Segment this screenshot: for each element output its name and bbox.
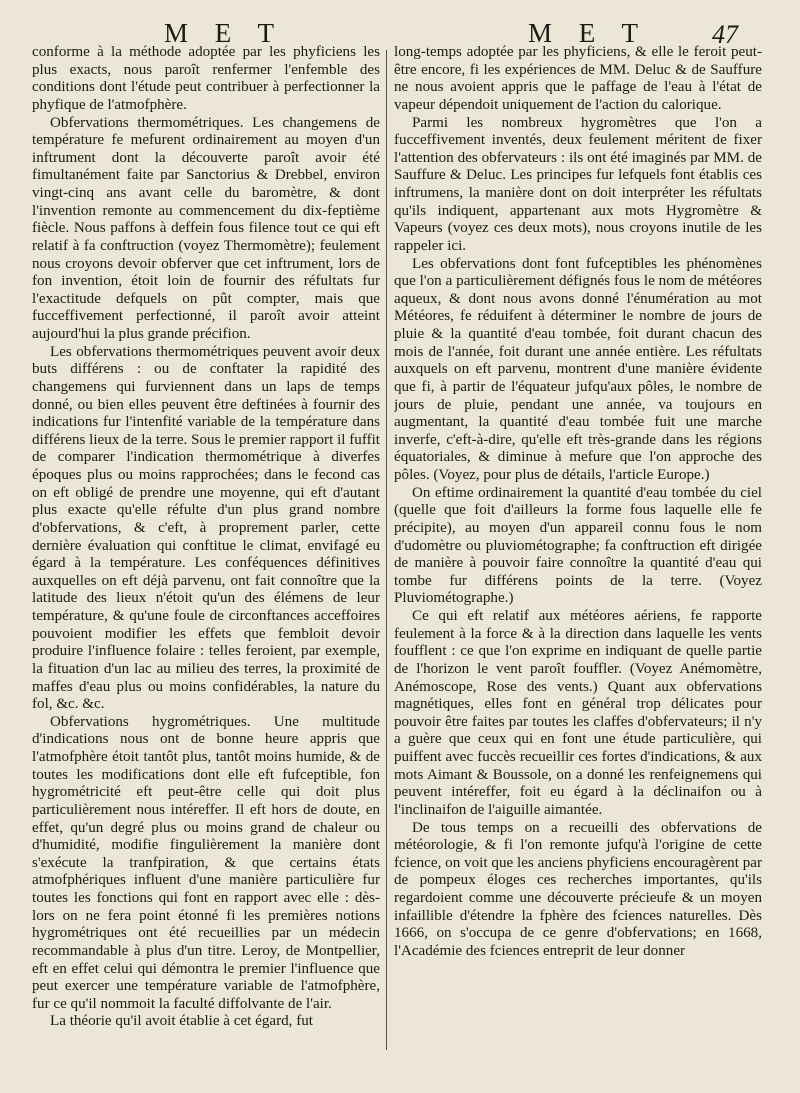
- paragraph: long-temps adoptée par les phyficiens, & elle le feroit peut-être encore, fi les expériences de MM. Deluc & de Sauffure ne nous avoient appris que le paffage de l'eau à l'état de vapeur dépendoit uniquement de l'action du calorique.: [394, 44, 762, 113]
- paragraph: On eftime ordinairement la quantité d'eau tombée du ciel (quelle que foit d'ailleurs la forme fous laquelle elle fe précipite), au moyen d'un appareil connu fous le nom d'udomètre ou pluviométographe; fa conftruction eft dirigée de manière à pouvoir faire connoître la quantité d'eau qui tombe fur différens points de la terre. (Voyez Pluviométographe.): [394, 484, 762, 607]
- paragraph: Parmi les nombreux hygromètres que l'on a fucceffivement inventés, deux feulement méritent de fixer l'attention des obfervateurs : ils ont été imaginés par MM. de Sauffure & Deluc. Les principes fur lefquels font établis ces inftrumens, la manière dont on doit interpréter les réfultats qu'ils indiquent, appartenant aux mots Hygromètre & Vapeurs (voyez ces deux mots), nous croyons inutile de les rappeler ici.: [394, 114, 762, 254]
- paragraph: Ce qui eft relatif aux météores aériens, fe rapporte feulement à la force & à la direction dans laquelle les vents foufflent : ce que l'on exprime en indiquant de quelle partie de l'horizon le vent paroît fouffler. (Voyez Anémomètre, Anémoscope, Rose des vents.) Quant aux obfervations magnétiques, elles font en général trop délicates pour pouvoir être faites par toutes les claffes d'obfervateurs; il n'y a guère que ceux qui en font une étude particulière, qui puiffent avec fuccès recueillir ces fortes d'indications, & aux mots Aimant & Boussole, on a donné les renfeignemens qui peuvent intéreffer, foit eu égard à la déclinaifon ou à l'inclinaifon de l'aiguille aimantée.: [394, 608, 762, 818]
- left-column: [32, 44, 380, 1084]
- column-divider: [386, 50, 387, 1050]
- paragraph: Obfervations hygrométriques. Une multitude d'indications nous ont de bonne heure appris que l'atmofphère étoit tantôt plus, tantôt moins humide, & de toutes les modifications dont elle eft fufceptible, fon hygrométricité eft peut-être celle qui doit plus particulièrement nous intéreffer. Il eft hors de doute, en effet, qu'un degré plus ou moins grand de chaleur ou d'humidité, modifie fingulièrement la manière dont s'exécute la tranfpiration, & que certains états atmofphériques influent d'une manière particulière fur toutes les fonctions qui font en rapport avec elle : dès-lors on ne fera point étonné fi les premières notions hygrométriques ont été recueillies par un médecin recommandable à plus d'un titre. Leroy, de Montpellier, eft en effet celui qui démontra le premier l'influence que peut exercer une température variable de l'atmofphère, fur ce qu'il nommoit la faculté diffolvante de l'air.: [32, 713, 380, 1012]
- page-number: 47: [712, 20, 738, 49]
- paragraph: De tous temps on a recueilli des obfervations de météorologie, & fi l'on remonte jufqu'à l'origine de cette fcience, on voit que les anciens phyficiens encouragèrent par de pompeux éloges ces recherches importantes, qu'ils regardoient comme une découverte précieufe & un moyen infaillible d'étendre la fphère des fciences naturelles. Dès 1666, on s'occupa de ce genre d'obfervations; en 1668, l'Académie des fciences entreprit de leur donner: [394, 819, 762, 959]
- paragraph: Les obfervations dont font fufceptibles les phénomènes que l'on a particulièrement défignés fous le nom de météores aqueux, & dont nous avons donné l'énumération au mot Météores, fe réduifent à déterminer le nombre de jours de pluie & la quantité d'eau tombée, foit durant chacun des mois de l'année, foit durant une année entière. Les réfultats auxquels on eft parvenu, montrent d'une manière évidente que fi, à partir de l'équateur jufqu'aux pôles, le nombre de jours de pluie, pendant une année, va toujours en augmentant, la quantité d'eau tombée fuit une marche inverfe, c'eft-à-dire, qu'elle eft très-grande dans les régions équatoriales, & diminue à mefure que l'on approche des pôles. (Voyez, pour plus de détails, l'article Europe.): [394, 255, 762, 483]
- paragraph: Obfervations thermométriques. Les changemens de température fe mefurent ordinairement au moyen d'un inftrument dont la découverte paroît avoir été fimultanément faite par Sanctorius & Drebbel, environ vingt-cinq ans avant celle du baromètre, & dont l'invention remonte au commencement du dix-feptième fiècle. Nous paffons à deffein fous filence tout ce qui eft relatif à fa conftruction (voyez Thermomètre); feulement nous croyons devoir obferver que cet inftrument, lors de fon invention, étoit loin de fournir des réfultats fur l'exactitude defquels on pût compter, mais que fucceffivement perfectionné, il paroît avoir atteint aujourd'hui la plus grande précifion.: [32, 114, 380, 342]
- right-column: [394, 44, 762, 1084]
- paragraph: La théorie qu'il avoit établie à cet égard, fut: [50, 1013, 313, 1030]
- header-left-word: M E T: [164, 18, 285, 48]
- paragraph: Les obfervations thermométriques peuvent avoir deux buts différens : ou de conftater la rapidité des changemens qui furviennent dans un laps de temps donné, ou bien elles peuvent être deftinées à fournir des indications fur l'intenfité variable de la température dans différens lieux de la terre. Sous le premier rapport il fuffit de comparer l'indication thermométrique à diverfes époques plus ou moins rapprochées; dans le fecond cas on eft obligé de prendre une moyenne, qui eft d'autant plus exacte qu'elle réfulte d'un plus grand nombre d'obfervations, & c'eft, à proprement parler, cette dernière évaluation qui conftitue le climat, envifagé eu égard à la température. Les conféquences définitives auxquelles on eft déjà parvenu, ont fait connoître que la latitude des lieux n'étoit qu'un des élémens de leur température, & qu'une foule de circonftances acceffoires pouvoient modifier les effets que fembloit devoir produire l'influence folaire : telles feroient, par exemple, la fituation d'un lac au milieu des terres, la proximité de maffes d'eau plus ou moins confidérables, la nature du fol, &c. &c.: [32, 343, 380, 713]
- paragraph: conforme à la méthode adoptée par les phyficiens les plus exacts, nous paroît renfermer l'enfemble des conditions dont l'étude peut contribuer à perfectionner la phyfique de l'atmofphère.: [32, 44, 380, 113]
- header-right-word: M E T: [528, 18, 649, 48]
